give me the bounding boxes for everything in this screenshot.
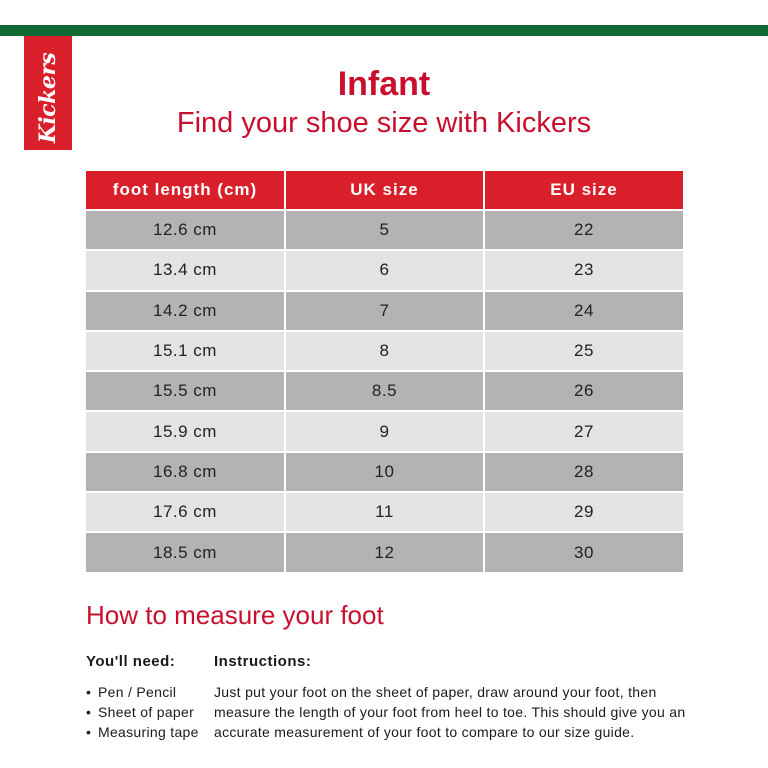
- uk-size-cell: 12: [285, 532, 484, 572]
- table-row: [86, 291, 683, 331]
- need-label: You'll need:: [86, 653, 176, 670]
- table-row: [86, 411, 683, 451]
- header-foot-length: foot length (cm): [86, 171, 285, 210]
- measure-heading: How to measure your foot: [86, 600, 384, 630]
- uk-size-cell: 6: [285, 250, 484, 290]
- foot-length-cell: 12.6 cm: [86, 210, 285, 250]
- foot-length-cell: 17.6 cm: [86, 492, 285, 532]
- eu-size-cell: 24: [484, 291, 683, 331]
- size-table: [86, 171, 683, 574]
- foot-length-cell: 15.9 cm: [86, 411, 285, 451]
- table-row: [86, 210, 683, 250]
- uk-size-cell: 5: [285, 210, 484, 250]
- instructions-text: Just put your foot on the sheet of paper, draw around your foot, then measure the length of your foot from heel to toe. This should give you an accurate measurement of your foot to compare to our size guide.: [214, 684, 686, 740]
- list-item: [86, 702, 199, 722]
- top-green-bar: [0, 25, 768, 36]
- list-item: [86, 682, 199, 702]
- foot-length-cell: 15.1 cm: [86, 331, 285, 371]
- uk-size-cell: 7: [285, 291, 484, 331]
- need-item-label: Sheet of paper: [98, 704, 195, 720]
- list-item: [86, 722, 199, 742]
- bullet-icon: •: [86, 724, 92, 740]
- page-title: Infant: [337, 65, 431, 103]
- eu-size-cell: 28: [484, 452, 683, 492]
- need-list: [86, 682, 199, 742]
- eu-size-cell: 25: [484, 331, 683, 371]
- table-row: [86, 532, 683, 572]
- uk-size-cell: 9: [285, 411, 484, 451]
- table-row: [86, 331, 683, 371]
- table-row: [86, 250, 683, 290]
- table-row: [86, 492, 683, 532]
- foot-length-cell: 18.5 cm: [86, 532, 285, 572]
- instructions-label: Instructions:: [214, 653, 312, 670]
- eu-size-cell: 30: [484, 532, 683, 572]
- page-subtitle: Find your shoe size with Kickers: [176, 107, 592, 139]
- need-item-label: Measuring tape: [98, 724, 199, 740]
- eu-size-cell: 27: [484, 411, 683, 451]
- uk-size-cell: 10: [285, 452, 484, 492]
- table-row: [86, 371, 683, 411]
- foot-length-cell: 15.5 cm: [86, 371, 285, 411]
- size-table-header-row: [86, 171, 683, 210]
- header-eu-size: EU size: [484, 171, 683, 210]
- uk-size-cell: 8.5: [285, 371, 484, 411]
- bullet-icon: •: [86, 684, 92, 700]
- need-item-label: Pen / Pencil: [98, 684, 177, 700]
- eu-size-cell: 22: [484, 210, 683, 250]
- bullet-icon: •: [86, 704, 92, 720]
- table-row: [86, 452, 683, 492]
- eu-size-cell: 26: [484, 371, 683, 411]
- kickers-logo-text: Kickers: [35, 52, 61, 144]
- eu-size-cell: 23: [484, 250, 683, 290]
- uk-size-cell: 8: [285, 331, 484, 371]
- foot-length-cell: 13.4 cm: [86, 250, 285, 290]
- eu-size-cell: 29: [484, 492, 683, 532]
- uk-size-cell: 11: [285, 492, 484, 532]
- header-uk-size: UK size: [285, 171, 484, 210]
- foot-length-cell: 16.8 cm: [86, 452, 285, 492]
- foot-length-cell: 14.2 cm: [86, 291, 285, 331]
